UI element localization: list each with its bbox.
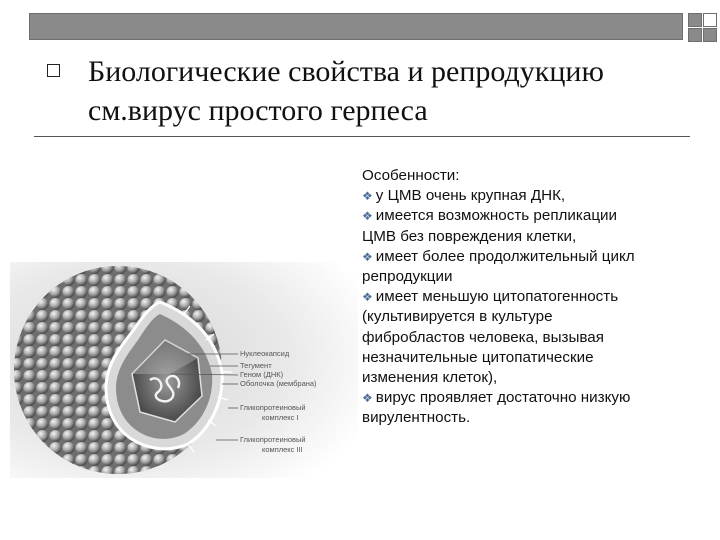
corner-square-decoration <box>703 28 717 42</box>
label-nucleocapsid: Нуклеокапсид <box>240 349 290 358</box>
diamond-bullet-icon: ❖ <box>362 249 373 264</box>
feature-item: ❖ у ЦМВ очень крупная ДНК, <box>362 187 566 205</box>
label-genome: Геном (ДНК) <box>240 370 284 379</box>
header-decoration-bar <box>29 13 683 40</box>
label-envelope: Оболочка (мембрана) <box>240 379 317 388</box>
label-tegument: Тегумент <box>240 361 272 370</box>
diamond-bullet-icon: ❖ <box>362 391 373 406</box>
feature-item: ❖ имеет более продолжительный цикл репродукции <box>362 247 635 286</box>
title-divider <box>34 136 690 137</box>
title-line-1: Биологические свойства и репродукцию <box>88 55 604 88</box>
corner-square-decoration <box>703 13 717 27</box>
feature-item: ❖ имеет меньшую цитопатогенность (культивируется в культуре фибробластов человека, вызывая незначительные цитопатические изменения клеток), <box>362 288 619 387</box>
title-line-2: см.вирус простого герпеса <box>88 94 428 127</box>
features-heading: Особенности: <box>362 167 460 184</box>
label-glycoprotein-1-line-1: Гликопротеиновый <box>240 403 306 412</box>
label-glycoprotein-1-line-2: комплекс I <box>262 413 299 422</box>
diamond-bullet-icon: ❖ <box>362 290 373 305</box>
corner-square-decoration <box>688 13 702 27</box>
virus-structure-illustration <box>10 262 358 478</box>
diamond-bullet-icon: ❖ <box>362 209 373 224</box>
feature-item: ❖ вирус проявляет достаточно низкую вирулентность. <box>362 389 631 427</box>
diamond-bullet-icon: ❖ <box>362 189 373 204</box>
features-list <box>362 166 702 429</box>
feature-item: ❖ имеется возможность репликации ЦМВ без повреждения клетки, <box>362 207 617 245</box>
corner-square-decoration <box>688 28 702 42</box>
title-bullet-icon <box>47 64 60 77</box>
slide-title <box>88 52 688 130</box>
label-glycoprotein-3-line-1: Гликопротеиновый <box>240 435 306 444</box>
label-glycoprotein-3-line-2: комплекс III <box>262 445 303 454</box>
